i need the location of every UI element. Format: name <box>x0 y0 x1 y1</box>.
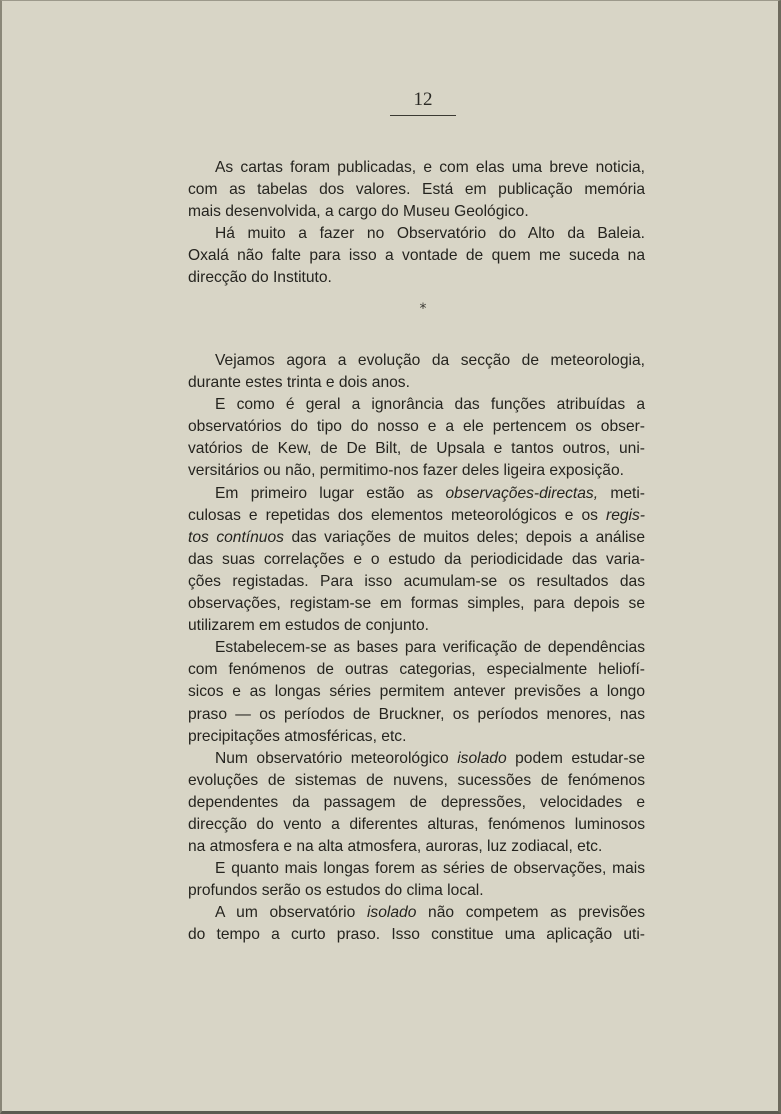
italic-text: tos contínuos <box>188 528 284 546</box>
text-block-2 <box>188 350 645 947</box>
italic-text: isolado <box>457 749 507 767</box>
line-text: E como é geral a ignorância das funções atribuídas a <box>215 396 645 414</box>
line-text: durante estes trinta e dois anos. <box>188 374 410 392</box>
italic-text: isolado <box>366 904 417 922</box>
text-line <box>188 372 645 394</box>
line-text: na atmosfera e na alta atmosfera, auroras, luz zodiacal, etc. <box>188 838 603 856</box>
text-line <box>188 438 645 460</box>
text-line <box>188 858 645 880</box>
italic-text: regis- <box>606 506 645 524</box>
line-text: dependentes da passagem de depressões, velocidades e <box>188 793 645 811</box>
text-line <box>188 615 645 637</box>
line-text: Há muito a fazer no Observatório do Alto da Baleia. <box>215 225 645 243</box>
line-text: Em primeiro lugar estão as <box>215 484 446 502</box>
text-line <box>188 179 645 201</box>
italic-text: observações-directas, <box>445 484 599 502</box>
text-line <box>188 571 645 593</box>
text-line <box>188 267 645 289</box>
text-line <box>188 726 645 748</box>
line-text: observatórios do tipo do nosso e a ele pertencem os obser- <box>188 418 645 436</box>
line-text: Estabelecem-se as bases para verificação de dependências <box>215 639 645 657</box>
text-line <box>188 483 645 505</box>
text-line <box>188 637 645 659</box>
text-line <box>188 460 645 482</box>
text-line <box>188 394 645 416</box>
text-line <box>188 770 645 792</box>
text-line <box>188 527 645 549</box>
page-number-rule <box>390 115 456 116</box>
line-text: das variações de muitos deles; depois a análise <box>283 528 645 546</box>
page-number: 12 <box>413 89 433 110</box>
text-line <box>188 593 645 615</box>
text-line <box>188 201 645 223</box>
line-text: praso — os períodos de Bruckner, os períodos menores, nas <box>188 705 645 723</box>
text-line <box>188 223 645 245</box>
line-text: Vejamos agora a evolução da secção de meteorologia, <box>215 352 645 369</box>
line-text: meti- <box>598 484 645 502</box>
line-text: culosas e repetidas dos elementos meteorológicos e os <box>188 506 606 524</box>
line-text: E quanto mais longas forem as séries de observações, mais <box>215 860 645 878</box>
line-text: com fenómenos de outras categorias, especialmente heliofí- <box>188 661 645 679</box>
line-text: profundos serão os estudos do clima local. <box>188 882 484 900</box>
line-text: podem estudar-se <box>506 749 645 767</box>
text-line <box>188 792 645 814</box>
line-text: não competem as previsões <box>416 904 646 922</box>
line-text: precipitações atmosféricas, etc. <box>188 727 407 745</box>
text-block-1 <box>188 157 645 290</box>
text-line <box>188 681 645 703</box>
line-text: versitários ou não, permitimo-nos fazer deles ligeira exposição. <box>188 462 624 480</box>
text-line <box>188 814 645 836</box>
text-line <box>188 350 645 372</box>
line-text: mais desenvolvida, a cargo do Museu Geológico. <box>188 203 529 221</box>
text-line <box>188 549 645 571</box>
line-text: vatórios de Kew, de De Bilt, de Upsala e tantos outros, uni- <box>188 440 645 458</box>
line-text: Oxalá não falte para isso a vontade de quem me suceda na <box>188 247 645 265</box>
line-text: utilizarem em estudos de conjunto. <box>188 617 429 635</box>
line-text: Num observatório meteorológico <box>215 749 458 767</box>
line-text: As cartas foram publicadas, e com elas uma breve noticia, <box>215 159 645 176</box>
text-line <box>188 157 645 179</box>
text-line <box>188 880 645 902</box>
text-line <box>188 245 645 267</box>
text-line <box>188 924 645 946</box>
line-text: evoluções de sistemas de nuvens, sucessões de fenómenos <box>188 771 645 789</box>
text-line <box>188 748 645 770</box>
line-text: A um observatório <box>215 904 367 922</box>
line-text: sicos e as longas séries permitem antever previsões a longo <box>188 683 645 701</box>
text-line <box>188 902 645 924</box>
text-line <box>188 659 645 681</box>
line-text: direcção do vento a diferentes alturas, fenómenos luminosos <box>188 815 645 833</box>
section-separator: * <box>419 301 427 317</box>
text-line <box>188 836 645 858</box>
line-text: com as tabelas dos valores. Está em publicação memória <box>188 181 645 199</box>
line-text: observações, registam-se em formas simples, para depois se <box>188 595 645 613</box>
line-text: das suas correlações e o estudo da periodicidade das varia- <box>188 550 645 568</box>
line-text: do tempo a curto praso. Isso constitue uma aplicação uti- <box>188 926 645 944</box>
text-line <box>188 416 645 438</box>
text-line <box>188 505 645 527</box>
line-text: ções registadas. Para isso acumulam-se os resultados das <box>188 572 645 590</box>
line-text: direcção do Instituto. <box>188 269 332 287</box>
text-line <box>188 704 645 726</box>
